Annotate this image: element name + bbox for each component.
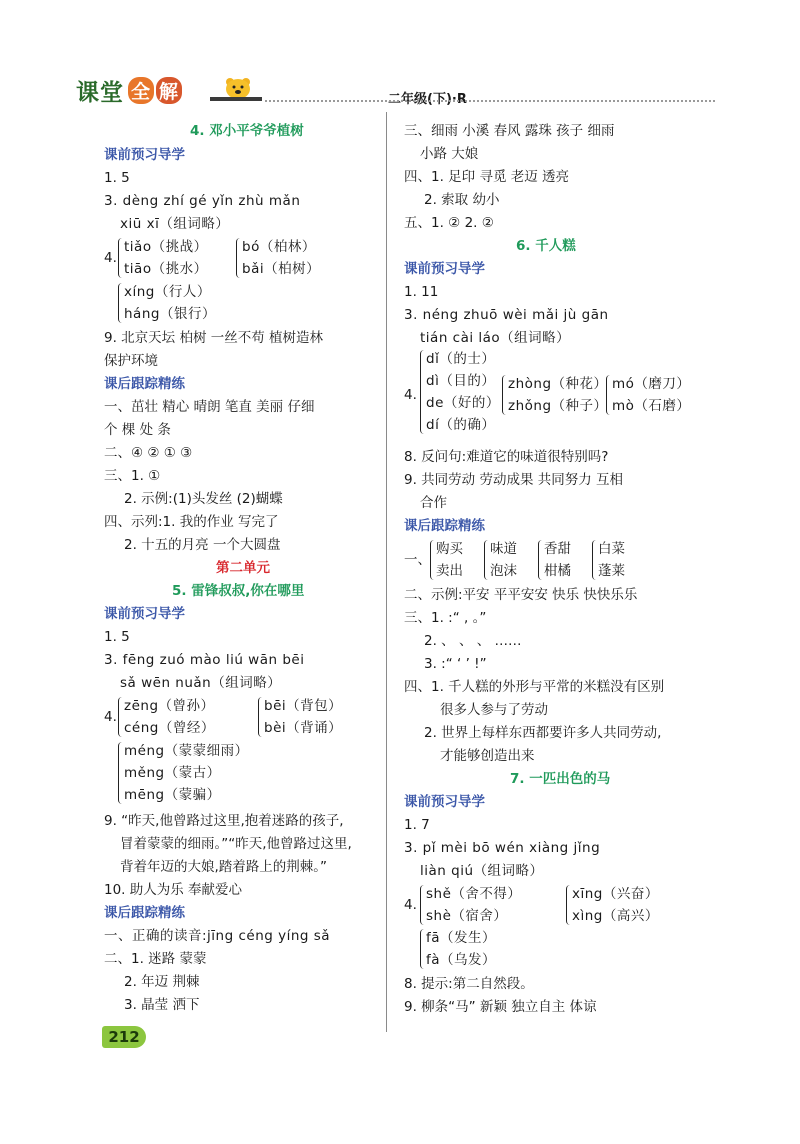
answer-line: 三、1. ①: [104, 468, 161, 484]
pinyin-item: céng（曾经）: [124, 720, 215, 736]
answer-line: 3. néng zhuō wèi mǎi jù gān: [404, 307, 609, 323]
header-dotted-line: [265, 100, 715, 102]
answer-line: 冒着蒙蒙的细雨。”“昨天,他曾路过这里,: [120, 836, 352, 852]
lesson-title: 4. 邓小平爷爷植树: [190, 123, 304, 139]
answer-line: 3. :“ ‘ ’ !”: [424, 656, 487, 672]
answer-line: 2. 世界上每样东西都要许多人共同劳动,: [424, 725, 662, 741]
pinyin-item: bǎi（柏树）: [242, 261, 321, 277]
pinyin-item: tiāo（挑水）: [124, 261, 208, 277]
brace-icon: [236, 238, 241, 278]
page-number-tab: 212: [102, 1026, 146, 1048]
column-divider: [386, 112, 387, 1032]
pinyin-item: bēi（背包）: [264, 698, 343, 714]
pinyin-item: shě（舍不得）: [426, 886, 522, 902]
word-item: 味道: [490, 541, 517, 557]
brand-char-1: 课: [76, 79, 100, 106]
header-rule: [210, 97, 262, 101]
word-item: 购买: [436, 541, 463, 557]
word-item: 卖出: [436, 563, 463, 579]
section-heading: 课前预习导学: [404, 794, 485, 810]
brace-icon: [566, 885, 571, 925]
pinyin-item: de（好的）: [426, 395, 500, 411]
answer-line: 小路 大娘: [420, 146, 479, 162]
pinyin-item: zēng（曾孙）: [124, 698, 215, 714]
answer-line: 2. 、 、 、 ……: [424, 633, 522, 649]
answer-line: 3. fēng zuó mào liú wān bēi: [104, 652, 305, 668]
section-heading: 课前预习导学: [104, 606, 185, 622]
brace-icon: [118, 742, 123, 804]
pinyin-item: fā（发生）: [426, 930, 497, 946]
brand-char-4: 解: [156, 77, 182, 104]
answer-line: 1. 7: [404, 817, 430, 833]
brand-char-2: 堂: [100, 79, 124, 106]
answer-line: 四、1. 足印 寻觅 老迈 透亮: [404, 169, 570, 185]
answer-line: 10. 助人为乐 奉献爱心: [104, 882, 243, 898]
brand-logo: [76, 76, 182, 104]
answer-line: 二、示例:平安 平平安安 快乐 快快乐乐: [404, 587, 638, 603]
answer-line: 9. 柳条“马” 新颖 独立自主 体谅: [404, 999, 597, 1015]
answer-line: 二、1. 迷路 蒙蒙: [104, 951, 207, 967]
answer-line: 四、示列:1. 我的作业 写完了: [104, 514, 279, 530]
pinyin-item: bó（柏林）: [242, 239, 316, 255]
grade-label: 二年级(下)·R: [388, 92, 467, 107]
word-item: 柑橘: [544, 563, 571, 579]
answer-number: 4.: [104, 709, 117, 725]
word-item: 蓬莱: [598, 563, 625, 579]
word-item: 香甜: [544, 541, 571, 557]
pinyin-item: tiǎo（挑战）: [124, 239, 208, 255]
answer-line: 三、细雨 小溪 春风 露珠 孩子 细雨: [404, 123, 615, 139]
brace-icon: [606, 375, 611, 415]
section-heading: 课前预习导学: [104, 147, 185, 163]
answer-line: 合作: [420, 495, 447, 511]
answer-line: 保护环境: [104, 353, 158, 369]
answer-number: 一、: [404, 552, 431, 568]
answer-line: 很多人参与了劳动: [440, 702, 548, 718]
answer-line: tián cài láo（组词略）: [420, 330, 571, 346]
answer-line: 才能够创造出来: [440, 748, 535, 764]
pinyin-item: shè（宿舍）: [426, 908, 508, 924]
answer-line: 三、1. :“ , 。”: [404, 610, 487, 626]
pinyin-item: měng（蒙古）: [124, 765, 221, 781]
answer-line: 五、1. ② 2. ②: [404, 215, 494, 231]
brace-icon: [420, 350, 425, 434]
word-item: 白菜: [598, 541, 625, 557]
pinyin-item: bèi（背诵）: [264, 720, 343, 736]
section-heading: 课后跟踪精练: [404, 518, 485, 534]
brace-icon: [420, 885, 425, 925]
answer-line: 2. 十五的月亮 一个大圆盘: [124, 537, 281, 553]
brace-icon: [118, 283, 123, 323]
lesson-title: 7. 一匹出色的马: [510, 771, 611, 787]
answer-line: 3. pǐ mèi bō wén xiàng jǐng: [404, 840, 601, 856]
pinyin-item: zhǒng（种子）: [508, 398, 608, 414]
section-heading: 课前预习导学: [404, 261, 485, 277]
unit-heading: 第二单元: [216, 560, 270, 576]
pinyin-item: dǐ（的士）: [426, 351, 496, 367]
answer-line: xiū xī（组词略）: [120, 216, 230, 232]
answer-line: liàn qiú（组词略）: [420, 863, 544, 879]
answer-line: 2. 索取 幼小: [424, 192, 500, 208]
pinyin-item: xíng（行人）: [124, 284, 211, 300]
answer-line: 四、1. 千人糕的外形与平常的米糕没有区别: [404, 679, 665, 695]
answer-line: 9. 共同劳动 劳动成果 共同努力 互相: [404, 472, 624, 488]
pinyin-item: háng（银行）: [124, 306, 216, 322]
lesson-title: 6. 千人糕: [516, 238, 576, 254]
brace-icon: [502, 375, 507, 415]
answer-line: 9. “昨天,他曾路过这里,抱着迷路的孩子,: [104, 813, 344, 829]
answer-line: 个 棵 处 条: [104, 422, 171, 438]
answer-line: 2. 年迈 荆棘: [124, 974, 200, 990]
brace-icon: [118, 697, 123, 737]
answer-number: 4.: [104, 250, 117, 266]
brand-char-3: 全: [128, 77, 154, 104]
answer-number: 4.: [404, 897, 417, 913]
brace-icon: [538, 540, 543, 580]
lesson-title: 5. 雷锋叔叔,你在哪里: [172, 583, 305, 599]
answer-line: 背着年迈的大娘,踏着路上的荆棘。”: [120, 859, 328, 875]
answer-line: 二、④ ② ① ③: [104, 445, 193, 461]
answer-line: 1. 11: [404, 284, 439, 300]
pinyin-item: zhòng（种花）: [508, 376, 608, 392]
pinyin-item: mó（磨刀）: [612, 376, 691, 392]
answer-line: 8. 提示:第二自然段。: [404, 976, 534, 992]
answer-line: 3. dèng zhí gé yǐn zhù mǎn: [104, 193, 301, 209]
answer-line: 一、正确的读音:jīng céng yíng sǎ: [104, 928, 331, 944]
pinyin-item: xīng（兴奋）: [572, 886, 659, 902]
answer-line: 1. 5: [104, 629, 130, 645]
section-heading: 课后跟踪精练: [104, 376, 185, 392]
answer-number: 4.: [404, 387, 417, 403]
pinyin-item: xìng（高兴）: [572, 908, 659, 924]
section-heading: 课后跟踪精练: [104, 905, 185, 921]
answer-line: 9. 北京天坛 柏树 一丝不苟 植树造林: [104, 330, 324, 346]
brace-icon: [118, 238, 123, 278]
word-item: 泡沫: [490, 563, 517, 579]
answer-line: 2. 示例:(1)头发丝 (2)蝴蝶: [124, 491, 283, 507]
answer-line: sǎ wēn nuǎn（组词略）: [120, 675, 282, 691]
brace-icon: [430, 540, 435, 580]
brace-icon: [420, 929, 425, 969]
page-header: [0, 0, 800, 110]
pinyin-item: dì（目的）: [426, 373, 496, 389]
brace-icon: [258, 697, 263, 737]
answer-line: 8. 反问句:难道它的味道很特别吗?: [404, 449, 609, 465]
answer-line: 3. 晶莹 洒下: [124, 997, 200, 1013]
brace-icon: [592, 540, 597, 580]
pinyin-item: méng（蒙蒙细雨）: [124, 743, 249, 759]
answer-line: 一、茁壮 精心 晴朗 笔直 美丽 仔细: [104, 399, 315, 415]
pinyin-item: fà（乌发）: [426, 952, 497, 968]
pinyin-item: mò（石磨）: [612, 398, 691, 414]
pinyin-item: dí（的确）: [426, 417, 496, 433]
brace-icon: [484, 540, 489, 580]
pinyin-item: mēng（蒙骗）: [124, 787, 221, 803]
answer-line: 1. 5: [104, 170, 130, 186]
